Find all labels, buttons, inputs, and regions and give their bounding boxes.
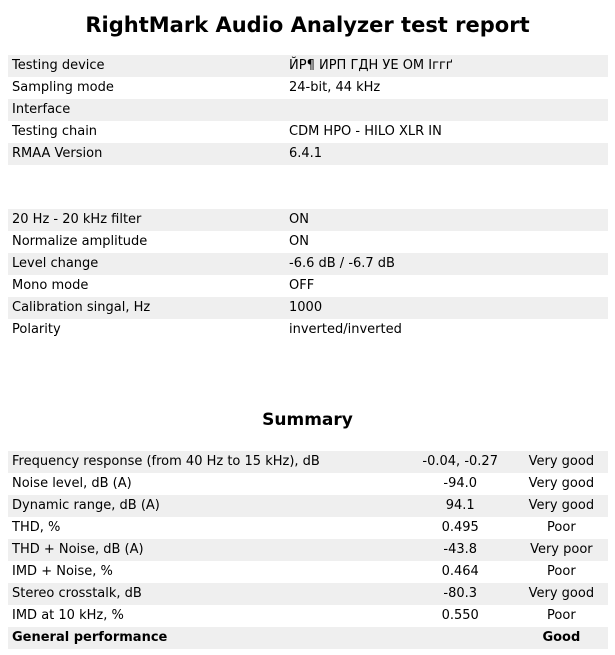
table-row [8, 275, 608, 297]
table-row [8, 319, 608, 341]
table-row [8, 473, 608, 495]
row-value: ON [285, 231, 608, 253]
parameter-value: -94.0 [443, 476, 478, 491]
device-info-table [8, 55, 608, 165]
row-value: inverted/inverted [285, 319, 608, 341]
parameter-rating: Very good [515, 583, 608, 605]
parameter-name: Dynamic range, dB (A) [8, 495, 406, 517]
general-performance-value [406, 627, 515, 649]
row-label: Normalize amplitude [8, 231, 285, 253]
row-label: RMAA Version [8, 143, 285, 165]
table-row [8, 99, 608, 121]
parameter-rating: Very good [528, 476, 595, 491]
parameter-rating: Very good [515, 451, 608, 473]
settings-table [8, 209, 608, 341]
table-row [8, 495, 608, 517]
row-value: -6.6 dB / -6.7 dB [285, 253, 608, 275]
table-row [8, 121, 608, 143]
parameter-value: -80.3 [406, 583, 515, 605]
row-label: 20 Hz - 20 kHz filter [8, 209, 285, 231]
parameter-rating: Poor [547, 564, 576, 579]
parameter-value: 0.550 [441, 608, 479, 623]
parameter-name: Stereo crosstalk, dB [8, 583, 406, 605]
table-row [8, 55, 608, 77]
row-label: Level change [8, 253, 285, 275]
row-value: OFF [285, 275, 608, 297]
report-title: RightMark Audio Analyzer test report [85, 13, 530, 37]
parameter-name: THD, % [12, 520, 61, 535]
table-row [8, 583, 608, 605]
table-row [8, 451, 608, 473]
table-row [8, 143, 608, 165]
row-label: Testing chain [8, 121, 285, 143]
table-row [8, 539, 608, 561]
parameter-rating: Very poor [515, 539, 608, 561]
parameter-rating: Poor [547, 608, 576, 623]
table-row [8, 209, 608, 231]
parameter-rating: Very good [515, 495, 608, 517]
parameter-name: IMD at 10 kHz, % [12, 608, 124, 623]
table-row [8, 605, 608, 627]
row-value: ЙР¶ ИРП ГДН УЕ ОМ Iггґ [285, 55, 608, 77]
row-label: Calibration singal, Hz [8, 297, 285, 319]
row-label: Testing device [8, 55, 285, 77]
parameter-name: THD + Noise, dB (A) [8, 539, 406, 561]
row-label: Interface [8, 99, 285, 121]
row-label: Mono mode [8, 275, 285, 297]
row-value [285, 99, 608, 121]
general-performance-label: General performance [8, 627, 406, 649]
table-row [8, 77, 608, 99]
table-row [8, 297, 608, 319]
parameter-name: IMD + Noise, % [12, 564, 113, 579]
parameter-value: -43.8 [406, 539, 515, 561]
row-value: CDM HPO - HILO XLR IN [285, 121, 608, 143]
table-row [8, 561, 608, 583]
parameter-value: 0.495 [441, 520, 479, 535]
table-row [8, 517, 608, 539]
parameter-name: Noise level, dB (A) [12, 476, 132, 491]
general-performance-rating: Good [515, 627, 608, 649]
parameter-rating: Poor [547, 520, 576, 535]
parameter-name: Frequency response (from 40 Hz to 15 kHz), dB [8, 451, 406, 473]
table-row [8, 253, 608, 275]
row-value: 6.4.1 [285, 143, 608, 165]
summary-table [8, 451, 608, 649]
general-performance-row [8, 627, 608, 649]
parameter-value: 94.1 [406, 495, 515, 517]
row-label: Sampling mode [8, 77, 285, 99]
row-value: 1000 [285, 297, 608, 319]
row-label: Polarity [8, 319, 285, 341]
row-value: ON [285, 209, 608, 231]
summary-heading: Summary [262, 410, 353, 430]
table-row [8, 231, 608, 253]
parameter-value: 0.464 [441, 564, 479, 579]
row-value: 24-bit, 44 kHz [285, 77, 608, 99]
parameter-value: -0.04, -0.27 [406, 451, 515, 473]
